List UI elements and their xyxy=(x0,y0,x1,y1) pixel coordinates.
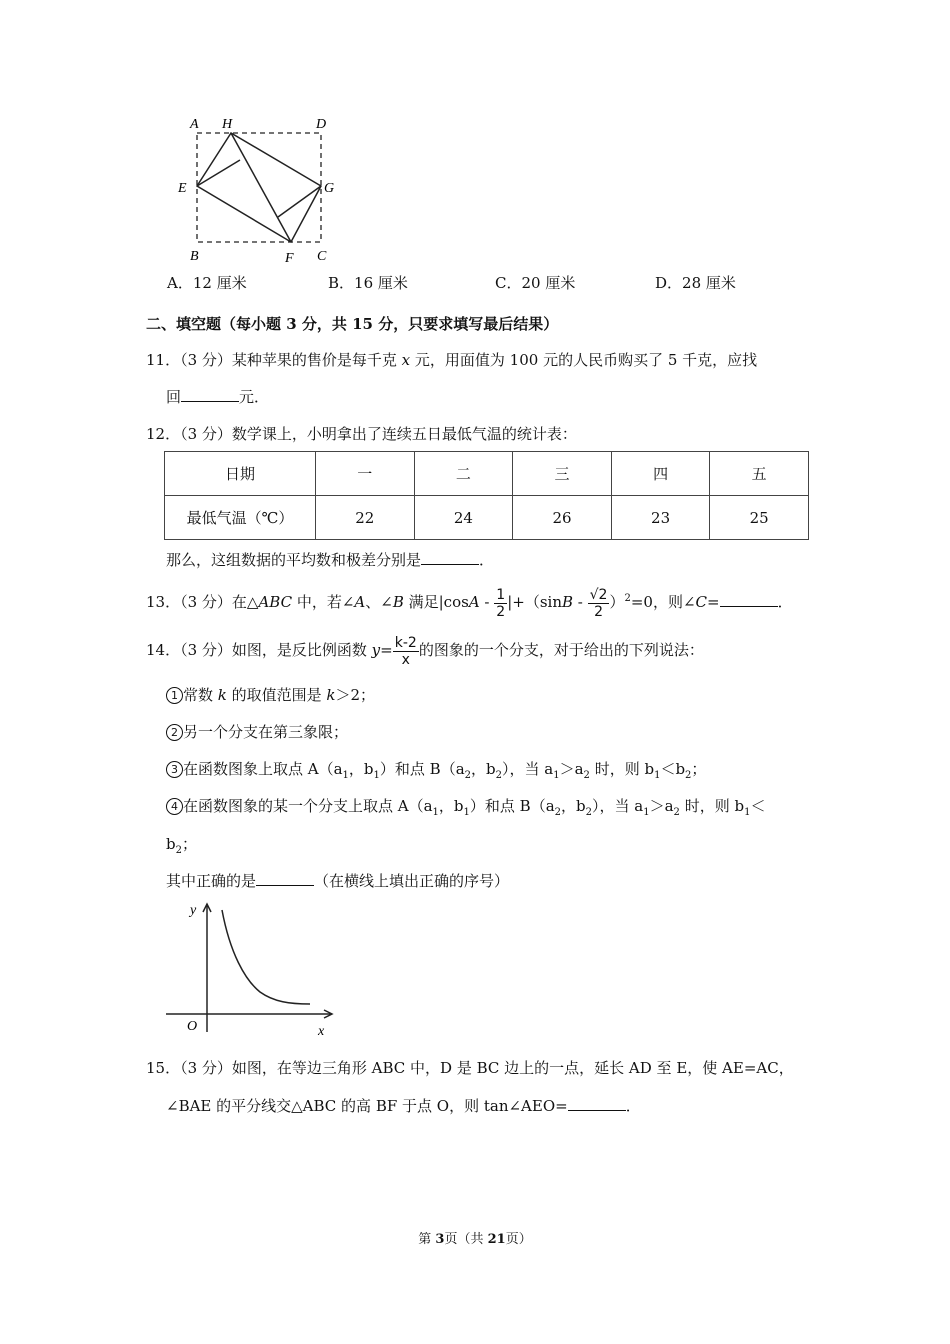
page-number: 3 xyxy=(435,1232,445,1247)
q14-item-text: ）和点 B（a xyxy=(379,760,465,778)
q14-item-text: ）和点 B（a xyxy=(469,797,555,815)
label-H: H xyxy=(222,117,233,132)
q14-item-4 xyxy=(166,795,765,818)
fraction-denominator: 2 xyxy=(594,603,604,620)
q12-followup-text: 那么，这组数据的平均数和极差分别是 xyxy=(166,551,422,569)
axis-label-y: y xyxy=(190,903,197,918)
question-14 xyxy=(146,633,704,668)
fraction-root2-over-2 xyxy=(588,587,610,620)
q14-text: 14．（3 分）如图，是反比例函数 xyxy=(146,641,372,659)
choice-b: B．16 厘米 xyxy=(328,274,408,292)
q14-item-text: 另一个分支在第三象限； xyxy=(183,723,349,741)
answer-blank[interactable] xyxy=(256,871,314,886)
q14-item-text: 常数 xyxy=(183,686,218,704)
answer-blank[interactable] xyxy=(421,550,479,565)
table-header-cell: 三 xyxy=(513,452,612,496)
question-12-followup xyxy=(166,549,494,570)
inverse-function-graph xyxy=(160,898,340,1038)
fraction-numerator: √2 xyxy=(589,586,608,603)
fraction-numerator: k-2 xyxy=(394,634,417,651)
label-F: F xyxy=(285,251,294,266)
choice-c: C．20 厘米 xyxy=(495,274,576,292)
subscript: 2 xyxy=(464,770,472,781)
choice-a: A．12 厘米 xyxy=(167,274,247,292)
subscript: 1 xyxy=(373,770,380,781)
subscript: 2 xyxy=(585,807,592,818)
q13-var: A xyxy=(468,593,480,611)
circled-number: 4 xyxy=(166,798,183,815)
table-cell: 25 xyxy=(710,496,809,540)
q14-item-text: 在函数图象的某一个分支上取点 A（a xyxy=(183,797,433,815)
q15-line2-text: ∠BAE 的平分线交△ABC 的高 BF 于点 O，则 tan∠AEO= xyxy=(166,1097,568,1115)
q14-item-text: ＞a xyxy=(649,797,674,815)
q13-text: - xyxy=(573,593,583,611)
table-cell: 最低气温（℃） xyxy=(165,496,316,540)
q13-var: ABC xyxy=(258,593,293,611)
q14-item-text: ），当 a xyxy=(592,797,644,815)
subscript: 1 xyxy=(654,770,661,781)
temperature-table xyxy=(164,451,809,540)
table-header-cell: 二 xyxy=(414,452,513,496)
q13-var: B xyxy=(392,593,404,611)
label-D: D xyxy=(316,117,327,132)
label-A: A xyxy=(190,117,199,132)
table-cell: 22 xyxy=(316,496,415,540)
table-header-cell: 四 xyxy=(611,452,710,496)
subscript: 2 xyxy=(673,807,680,818)
subscript: 1 xyxy=(744,807,751,818)
question-13 xyxy=(146,582,793,620)
table-header-cell: 五 xyxy=(710,452,809,496)
question-11 xyxy=(146,349,757,370)
label-B: B xyxy=(190,249,199,264)
q13-text: = xyxy=(707,593,720,611)
q14-item-text: ，b xyxy=(348,760,374,778)
table-cell: 24 xyxy=(414,496,513,540)
q13-text: 、∠ xyxy=(365,593,393,611)
q11-line2-prefix: 回 xyxy=(166,388,182,406)
q14-item-text: 在函数图象上取点 A（a xyxy=(183,760,343,778)
answer-blank[interactable] xyxy=(720,592,778,607)
q14-item-text: ，b xyxy=(438,797,464,815)
q14-final xyxy=(166,870,509,891)
subscript: 1 xyxy=(463,807,470,818)
subscript: 1 xyxy=(432,807,439,818)
q11-line2-suffix: 元． xyxy=(239,388,270,406)
fraction-k-minus-2-over-x xyxy=(393,635,419,668)
q14-item-text: ），当 a xyxy=(502,760,554,778)
footer-text: 第 xyxy=(418,1232,436,1247)
q14-item-text: 的取值范围是 xyxy=(226,686,327,704)
q14-item-text: ＞2； xyxy=(335,686,376,704)
page-footer xyxy=(0,1228,950,1247)
q14-item-text: 时，则 b xyxy=(679,797,745,815)
q14-final-text: 其中正确的是 xyxy=(166,872,257,890)
q14-item-text: b xyxy=(166,835,176,853)
q13-text: |+（sin xyxy=(507,593,562,611)
q13-text: 满足|cos xyxy=(403,593,469,611)
subscript: 2 xyxy=(685,770,692,781)
q14-item-3 xyxy=(166,758,706,781)
q14-item-text: 时，则 b xyxy=(589,760,655,778)
table-cell: 26 xyxy=(513,496,612,540)
footer-text: 页（共 xyxy=(444,1232,488,1247)
q14-item-text: ； xyxy=(691,760,707,778)
table-header-cell: 一 xyxy=(316,452,415,496)
q14-text: 的图象的一个分支，对于给出的下列说法： xyxy=(418,641,704,659)
q13-exponent: 2 xyxy=(624,593,631,604)
q13-var: C xyxy=(695,593,708,611)
q11-text: 11．（3 分）某种苹果的售价是每千克 xyxy=(146,351,402,369)
table-header-row xyxy=(165,452,809,496)
geometry-figure-q10 xyxy=(170,108,350,268)
label-E: E xyxy=(178,181,187,196)
q11-var-x: x xyxy=(401,351,411,369)
q14-item-text: ＞a xyxy=(559,760,584,778)
question-15-line2 xyxy=(166,1095,641,1116)
subscript: 1 xyxy=(553,770,560,781)
q14-item-text: ； xyxy=(181,835,197,853)
q13-var: B xyxy=(561,593,574,611)
q12-followup-end: ． xyxy=(479,551,495,569)
answer-blank[interactable] xyxy=(568,1096,626,1111)
subscript: 1 xyxy=(643,807,650,818)
circled-number: 1 xyxy=(166,687,183,704)
q13-text: =0，则∠ xyxy=(630,593,696,611)
q13-text: 中，若∠ xyxy=(292,593,355,611)
question-15: 15．（3 分）如图，在等边三角形 ABC 中，D 是 BC 边上的一点，延长 AD 至 E，使 AE=AC， xyxy=(146,1059,794,1077)
q14-var: k xyxy=(217,686,227,704)
question-12: 12．（3 分）数学课上，小明拿出了连续五日最低气温的统计表： xyxy=(146,425,577,443)
q14-item-1 xyxy=(166,684,375,705)
fraction-numerator: 1 xyxy=(496,586,506,603)
question-11-line2 xyxy=(166,386,269,407)
circled-number: 2 xyxy=(166,724,183,741)
q15-line2-end: ． xyxy=(625,1097,641,1115)
fraction-denominator: 2 xyxy=(496,603,506,620)
q14-item-4-wrap xyxy=(166,833,197,856)
label-G: G xyxy=(324,181,335,196)
q14-text: = xyxy=(380,641,393,659)
total-pages: 21 xyxy=(487,1232,506,1247)
q14-item-text: ＜b xyxy=(660,760,686,778)
table-cell: 23 xyxy=(611,496,710,540)
origin-label: O xyxy=(187,1019,198,1034)
q11-text-rest: 元，用面值为 100 元的人民币购买了 5 千克，应找 xyxy=(410,351,758,369)
q14-item-text: ，b xyxy=(471,760,496,778)
fraction-denominator: x xyxy=(401,651,410,668)
answer-blank[interactable] xyxy=(181,387,239,402)
table-row xyxy=(165,496,809,540)
label-C: C xyxy=(317,249,327,264)
table-header-cell: 日期 xyxy=(165,452,316,496)
subscript: 2 xyxy=(495,770,502,781)
q14-item-text: ，b xyxy=(561,797,586,815)
q14-item-text: ＜ xyxy=(750,797,766,815)
q14-item-2 xyxy=(166,721,348,742)
choice-d: D．28 厘米 xyxy=(655,274,736,292)
axis-label-x: x xyxy=(318,1024,325,1038)
fraction-one-half xyxy=(494,587,507,620)
section-heading: 二、填空题（每小题 3 分，共 15 分，只要求填写最后结果） xyxy=(146,315,559,333)
q13-text: ． xyxy=(777,593,793,611)
subscript: 2 xyxy=(175,845,182,856)
subscript: 1 xyxy=(342,770,349,781)
q13-text: ） xyxy=(609,593,625,611)
q13-text: - xyxy=(479,593,490,611)
subscript: 2 xyxy=(554,807,562,818)
q14-final-text: （在横线上填出正确的序号） xyxy=(314,872,510,890)
q13-var: A xyxy=(354,593,366,611)
q14-var: k xyxy=(326,686,336,704)
footer-text: 页） xyxy=(505,1232,532,1247)
q13-text: 13．（3 分）在△ xyxy=(146,593,259,611)
subscript: 2 xyxy=(583,770,590,781)
circled-number: 3 xyxy=(166,761,183,778)
q14-var: y xyxy=(371,641,381,659)
